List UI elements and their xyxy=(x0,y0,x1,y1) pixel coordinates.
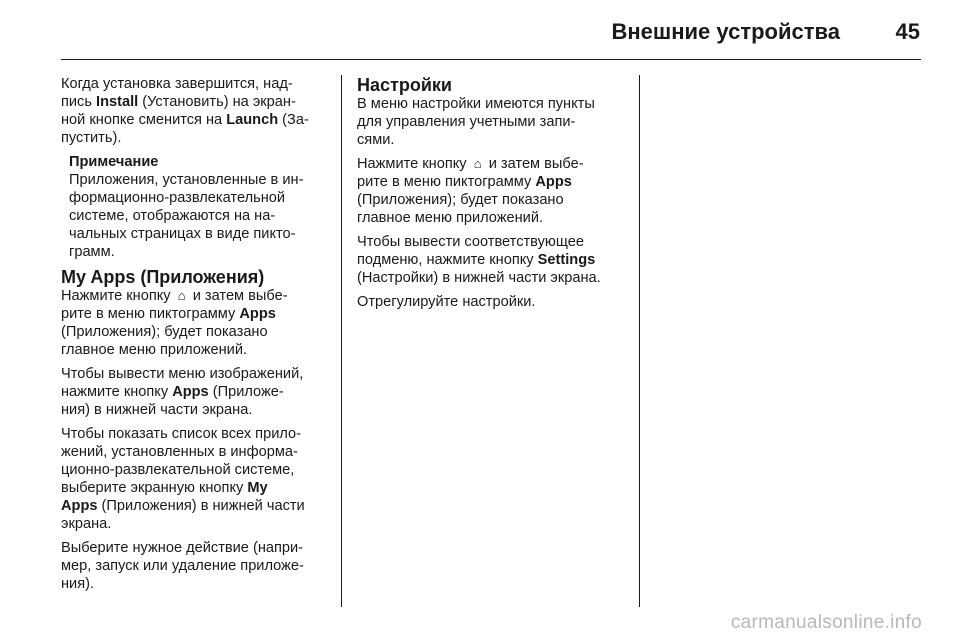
settings-paragraph-4: Отрегулируйте настройки. xyxy=(357,294,536,310)
settings-paragraph-2: Нажмите кнопку ⌂ и затем выбе- рите в меню пиктограмму Apps (Приложения); будет показано главное меню приложений. xyxy=(357,156,584,226)
settings-paragraph-3: Чтобы вывести соответствующее подменю, нажмите кнопку Settings (Настройки) в нижней части экрана. xyxy=(357,234,601,286)
note-title: Примечание xyxy=(69,154,159,170)
page-number: 45 xyxy=(895,19,920,44)
my-apps-paragraph-4: Выберите нужное действие (напри- мер, запуск или удаление приложе- ния). xyxy=(61,540,304,592)
text-column-1 xyxy=(61,75,323,599)
home-icon: ⌂ xyxy=(177,288,186,303)
text-column-2 xyxy=(357,75,619,317)
note-block: Примечание Приложения, установленные в ин- формационно-развлекательной системе, отображаются на на- чальных страницах в виде пикто- грамм. xyxy=(69,153,323,261)
settings-heading: Настройки xyxy=(357,75,452,95)
launch-label: Launch xyxy=(226,112,279,128)
column-divider-left xyxy=(341,75,342,607)
install-label: Install xyxy=(96,94,139,110)
my-apps-heading: My Apps (Приложения) xyxy=(61,267,265,287)
watermark: carmanualsonline.info xyxy=(730,612,922,633)
my-apps-paragraph-3: Чтобы показать список всех прило- жений, установленных в информа- ционно-развлекательной системе, выберите экранную кнопку My Apps (Приложения) в нижней части экрана. xyxy=(61,426,305,532)
column-divider-right xyxy=(639,75,640,607)
header-divider xyxy=(61,59,921,60)
install-paragraph: Когда установка завершится, над- пись Install (Установить) на экран- ной кнопке сменится на Launch (За- пустить). xyxy=(61,76,309,146)
page-section-title: Внешние устройства xyxy=(611,19,840,44)
my-apps-paragraph-1: Нажмите кнопку ⌂ и затем выбе- рите в меню пиктограмму Apps (Приложения); будет показано главное меню приложений. xyxy=(61,288,288,358)
home-icon: ⌂ xyxy=(473,156,482,171)
my-apps-paragraph-2: Чтобы вывести меню изображений, нажмите кнопку Apps (Приложе- ния) в нижней части экрана. xyxy=(61,366,304,418)
settings-paragraph-1: В меню настройки имеются пункты для управления учетными запи- сями. xyxy=(357,96,595,148)
